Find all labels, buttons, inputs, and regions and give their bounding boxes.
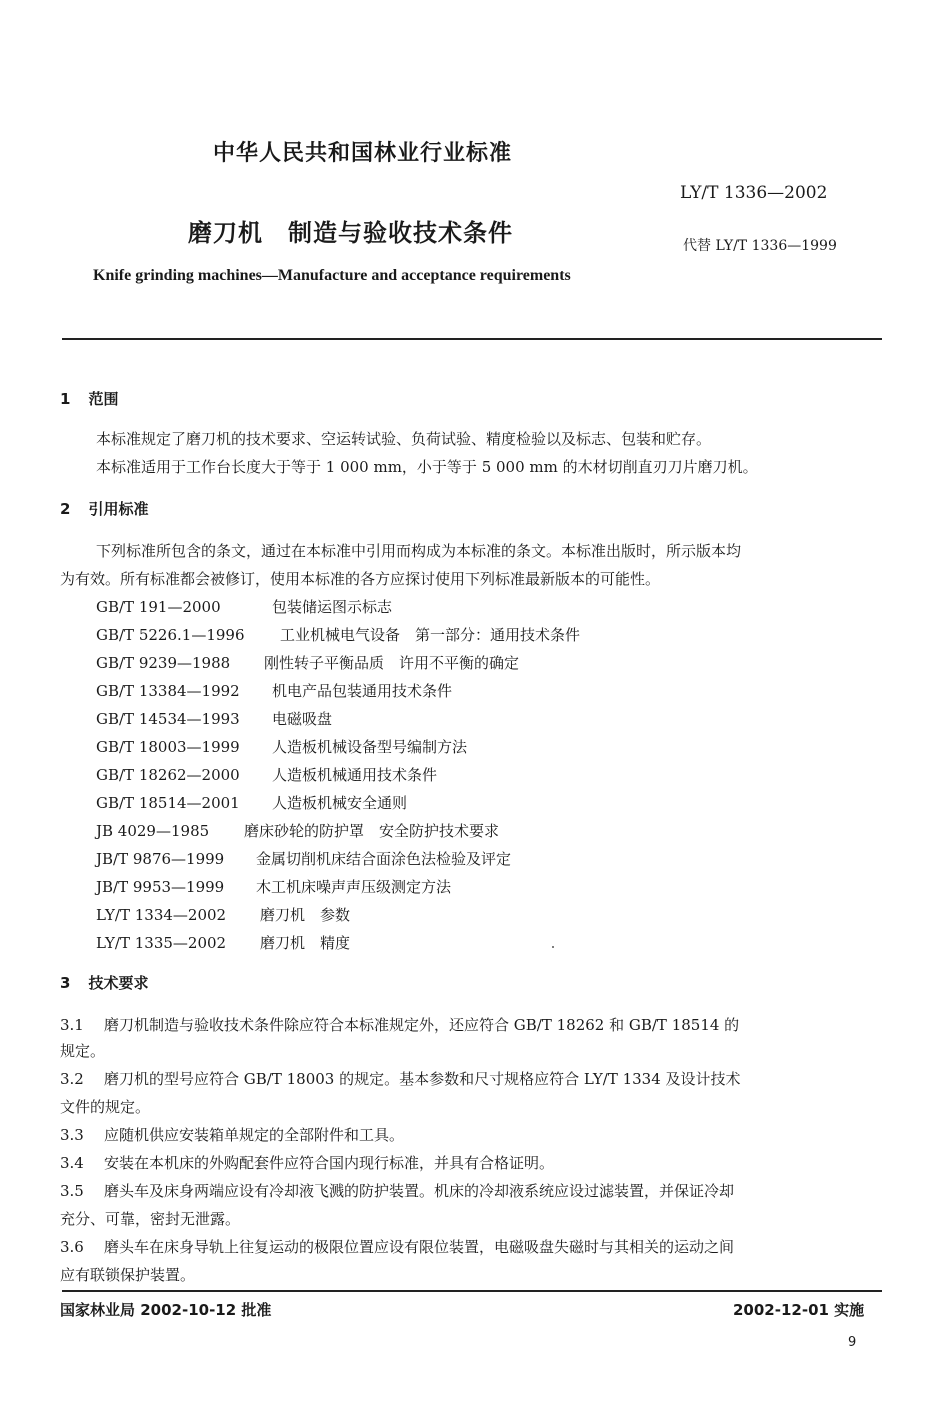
section-title: 技术要求	[88, 974, 149, 992]
reference-code: GB/T 191—2000	[96, 598, 221, 616]
section-1-heading	[60, 388, 118, 409]
paragraph: 本标准适用于工作台长度大于等于 1 000 mm，小于等于 5 000 mm 的木材切削直刃刀片磨刀机。	[96, 458, 758, 476]
reference-item	[96, 736, 467, 757]
reference-code: LY/T 1335—2002	[96, 934, 227, 952]
reference-title: 人造板机械设备型号编制方法	[272, 738, 468, 756]
reference-code: JB/T 9953—1999	[96, 878, 225, 896]
reference-code: LY/T 1334—2002	[96, 906, 227, 924]
clause-continuation: 规定。	[60, 1042, 106, 1060]
reference-code: GB/T 18003—1999	[96, 738, 240, 756]
section-3-heading	[60, 972, 148, 993]
reference-title: 机电产品包装通用技术条件	[272, 682, 453, 700]
clause	[60, 1014, 739, 1035]
section-2-heading	[60, 498, 148, 519]
clause-number: 3.6	[60, 1238, 84, 1256]
clause	[60, 1236, 734, 1257]
reference-title: 磨床砂轮的防护罩 安全防护技术要求	[244, 822, 500, 840]
reference-code: GB/T 18262—2000	[96, 766, 240, 784]
reference-title: 磨刀机 精度	[260, 934, 351, 952]
header-divider	[62, 338, 882, 340]
approval-note: 国家林业局 2002-10-12 批准	[60, 1301, 272, 1319]
clause	[60, 1124, 404, 1145]
reference-title: 磨刀机 参数	[260, 906, 351, 924]
scan-speck	[552, 946, 554, 948]
clause-text: 应随机供应安装箱单规定的全部附件和工具。	[104, 1126, 405, 1144]
clause-text: 磨头车在床身导轨上往复运动的极限位置应设有限位装置，电磁吸盘失磁时与其相关的运动之间	[104, 1238, 735, 1256]
effective-date: 2002-12-01 实施	[733, 1301, 865, 1319]
reference-item	[96, 904, 350, 925]
section-number: 3	[60, 974, 71, 992]
reference-item	[96, 708, 332, 729]
reference-code: GB/T 9239—1988	[96, 654, 231, 672]
reference-code: GB/T 5226.1—1996	[96, 626, 245, 644]
clause-continuation: 充分、可靠，密封无泄露。	[60, 1210, 241, 1228]
clause-number: 3.5	[60, 1182, 84, 1200]
issuing-body: 中华人民共和国林业行业标准	[213, 141, 513, 166]
reference-code: GB/T 13384—1992	[96, 682, 240, 700]
clause-number: 3.2	[60, 1070, 84, 1088]
clause-continuation: 应有联锁保护装置。	[60, 1266, 196, 1284]
paragraph: 下列标准所包含的条文，通过在本标准中引用而构成为本标准的条文。本标准出版时，所示版本均	[96, 542, 742, 560]
reference-title: 电磁吸盘	[272, 710, 333, 728]
reference-code: JB/T 9876—1999	[96, 850, 225, 868]
reference-code: JB 4029—1985	[96, 822, 210, 840]
reference-item	[96, 876, 451, 897]
clause-text: 磨刀机的型号应符合 GB/T 18003 的规定。基本参数和尺寸规格应符合 LY/T 1334 及设计技术	[104, 1070, 741, 1088]
clause	[60, 1180, 734, 1201]
section-number: 1	[60, 390, 71, 408]
section-number: 2	[60, 500, 71, 518]
reference-title: 工业机械电气设备 第一部分：通用技术条件	[280, 626, 581, 644]
page-number: 9	[848, 1335, 857, 1350]
reference-item	[96, 680, 452, 701]
reference-item	[96, 652, 519, 673]
paragraph: 为有效。所有标准都会被修订，使用本标准的各方应探讨使用下列标准最新版本的可能性。	[60, 570, 661, 588]
reference-item	[96, 820, 499, 841]
reference-title: 人造板机械通用技术条件	[272, 766, 438, 784]
standard-code: LY/T 1336—2002	[680, 183, 828, 203]
reference-item	[96, 792, 407, 813]
clause-number: 3.4	[60, 1154, 84, 1172]
reference-item	[96, 932, 350, 953]
replaces-note: 代替 LY/T 1336—1999	[683, 238, 837, 254]
reference-item	[96, 848, 511, 869]
clause	[60, 1068, 741, 1089]
english-title: Knife grinding machines—Manufacture and acceptance requirements	[93, 267, 571, 284]
clause-text: 安装在本机床的外购配套件应符合国内现行标准，并具有合格证明。	[104, 1154, 555, 1172]
reference-code: GB/T 14534—1993	[96, 710, 240, 728]
reference-item	[96, 596, 392, 617]
clause-continuation: 文件的规定。	[60, 1098, 151, 1116]
reference-item	[96, 764, 437, 785]
document-title: 磨刀机 制造与验收技术条件	[188, 219, 513, 247]
clause-number: 3.1	[60, 1016, 84, 1034]
clause-number: 3.3	[60, 1126, 84, 1144]
clause-text: 磨头车及床身两端应设有冷却液飞溅的防护装置。机床的冷却液系统应设过滤装置，并保证冷却	[104, 1182, 735, 1200]
footer-divider	[62, 1290, 882, 1292]
paragraph: 本标准规定了磨刀机的技术要求、空运转试验、负荷试验、精度检验以及标志、包装和贮存。	[96, 430, 712, 448]
section-title: 引用标准	[88, 500, 149, 518]
reference-title: 金属切削机床结合面涂色法检验及评定	[256, 850, 512, 868]
reference-title: 人造板机械安全通则	[272, 794, 408, 812]
section-title: 范围	[88, 390, 119, 408]
reference-title: 包装储运图示标志	[272, 598, 393, 616]
reference-item	[96, 624, 580, 645]
clause	[60, 1152, 554, 1173]
clause-text: 磨刀机制造与验收技术条件除应符合本标准规定外，还应符合 GB/T 18262 和 GB/T 18514 的	[104, 1016, 740, 1034]
reference-title: 刚性转子平衡品质 许用不平衡的确定	[264, 654, 520, 672]
reference-title: 木工机床噪声声压级测定方法	[256, 878, 452, 896]
reference-code: GB/T 18514—2001	[96, 794, 240, 812]
